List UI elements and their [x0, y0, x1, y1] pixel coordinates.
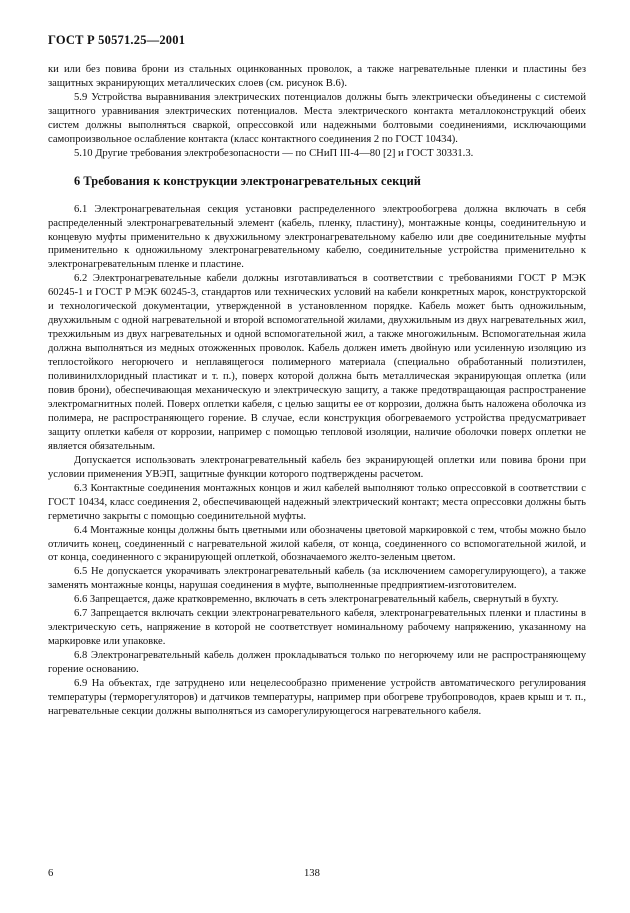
paragraph-6-9: 6.9 На объектах, где затруднено или нецелесообразно применение устройств автоматического регулирования температуры (терморегуляторов) и датчиков температуры, например при обогреве трубопроводов, краев крыш и т. п., нагревательные секции должны выполняться из саморегулирующегося нагревательного кабеля. — [48, 678, 586, 717]
paragraph-6-6: 6.6 Запрещается, даже кратковременно, включать в сеть электронагревательный кабель, свернутый в бухту. — [74, 594, 559, 606]
paragraph-6-8: 6.8 Электронагревательный кабель должен прокладываться только по негорючему или не распространяющему горение основанию. — [48, 650, 586, 676]
sheet-number: 138 — [304, 868, 320, 879]
paragraph-6-2-note: Допускается использовать электронагревательный кабель без экранирующей оплетки или повива брони при условии применения УВЭП, защитные функции которого подтверждены расчетом. — [48, 454, 586, 480]
paragraph-6-5: 6.5 Не допускается укорачивать электронагревательный кабель (за исключением саморегулирующего), а также заменять монтажные концы, нарушая соединения в муфте, выполненные предприятием-изготовителем. — [48, 566, 586, 592]
paragraph-6-7: 6.7 Запрещается включать секции электронагревательного кабеля, электронагревательных пленки и пластины в электрическую сеть, напряжение в которой не соответствует номинальному рабочему напряжению, указанному на маркировке или упаковке. — [48, 608, 586, 648]
paragraph-6-4: 6.4 Монтажные концы должны быть цветными или обозначены цветовой маркировкой с тем, чтобы можно было отличить конец, соединенный с нагревательной жилой кабеля, от конца, соединенного со вспомогательной жилой, и от конца, соединенного с экранирующей оплеткой, обозначаемого желто-зеленым цветом. — [48, 524, 586, 564]
document-header: ГОСТ Р 50571.25—2001 — [48, 33, 186, 47]
paragraph-continuation: ки или без повива брони из стальных оцинкованных проволок, а также нагревательные пленки и пластины без защитных экранирующих металлических слоев (см. рисунок В.6). — [48, 64, 586, 89]
page-number: 6 — [48, 868, 54, 879]
document-body — [48, 63, 586, 719]
paragraph-6-1: 6.1 Электронагревательная секция установки распределенного электрообогрева должна включать в себя распределенный электронагревательный элемент (кабель, пленку, пластину), монтажные концы, соединительную и концевую муфты применительно к двухжильному электронагревательному кабелю или две соединительные муфты применительно к одножильному электронагревательному кабелю, соединительные устройства применительно к электронагревательным пленке и пластине. — [48, 203, 586, 271]
paragraph-5-9: 5.9 Устройства выравнивания электрических потенциалов должны быть электрически объединены с системой защитного уравнивания электрических потенциалов. Места электрического контакта металлоконструкций обеих систем должны выполняться сваркой, опрессовкой или надежными болтовыми соединениями, исключающими самопроизвольное ослабление контакта (класс контактного соединения 2 по ГОСТ 10434). — [48, 91, 586, 145]
section-title: 6 Требования к конструкции электронагревательных секций — [74, 173, 421, 188]
paragraph-6-3: 6.3 Контактные соединения монтажных концов и жил кабелей выполняют только опрессовкой в соответствии с ГОСТ 10434, класс соединения 2, обеспечивающей надежный электрический контакт; места опрессовки должны быть герметично закрыты с помощью соединительной муфты. — [48, 482, 586, 522]
paragraph-6-2: 6.2 Электронагревательные кабели должны изготавливаться в соответствии с требованиями ГОСТ Р МЭК 60245-1 и ГОСТ Р МЭК 60245-3, стандартов или технических условий на кабели конкретных марок, конструкторской и технологической документации, утвержденной в установленном порядке. Кабель может быть одножильным, двухжильным с одной нагревательной и второй вспомогательной жилами, двухжильным из двух нагревательных жил, трехжильным из двух нагревательных и одной вспомогательной жил, а также многожильным. Вспомогательная жила должна выполняться из медных отожженных проволок. Кабель должен иметь двойную или усиленную изоляцию из теплостойкого негорючего и неплавящегося полимерного материала (специально обработанный полиэтилен, поливинилхлоридный пластикат и т. п.), поверх которой должна быть металлическая экранирующая оплетка (или повив брони), обеспечивающая механическую и электрическую защиту, а также предотвращающая распространение электромагнитных полей. Поверх оплетки кабеля, с целью защиты ее от коррозии, должна быть наложена оболочка из полимера, не распространяющего горение. В случае, если конструкция обогреваемого устройства предусматривает защиту оплетки кабеля от коррозии, например с помощью тепловой изоляции, наличие оболочки поверх оплетки не является обязательным. — [48, 273, 586, 452]
paragraph-5-10: 5.10 Другие требования электробезопасности — по СНиП III-4—80 [2] и ГОСТ 30331.3. — [74, 147, 474, 159]
